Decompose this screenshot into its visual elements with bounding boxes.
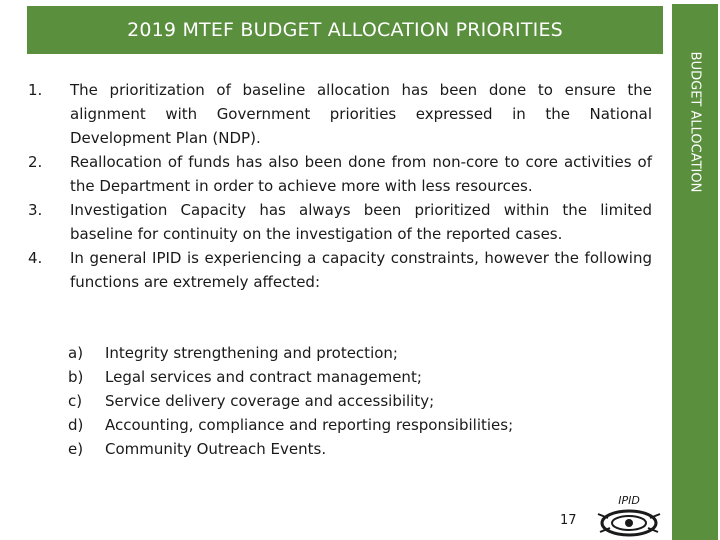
item-number: 4. [28,249,43,267]
title-bar [27,6,663,54]
item-letter: c) [68,392,83,410]
function-item [68,413,628,437]
side-bar [672,4,718,540]
item-text: Legal services and contract management; [105,368,422,386]
priority-item [28,246,652,294]
item-text: Investigation Capacity has always been prioritized within the limited baseline for continuity on the investigation of the reported cases. [70,201,652,243]
item-text: In general IPID is experiencing a capacity constraints, however the following functions are extremely affected: [70,249,652,291]
affected-functions-list [68,341,628,461]
item-text: Reallocation of funds has also been done from non-core to core activities of the Department in order to achieve more with less resources. [70,153,652,195]
side-label: BUDGET ALLOCATION [687,51,703,193]
item-text: The prioritization of baseline allocation has been done to ensure the alignment with Government priorities expressed in the National Development Plan (NDP). [70,81,652,147]
function-item [68,437,628,461]
item-letter: a) [68,344,84,362]
ipid-logo-icon [594,492,664,540]
priority-item [28,150,652,198]
item-number: 3. [28,201,43,219]
priority-item [28,198,652,246]
logo-text: IPID [618,494,640,507]
item-text: Integrity strengthening and protection; [105,344,398,362]
item-letter: b) [68,368,84,386]
item-number: 1. [28,81,43,99]
function-item [68,389,628,413]
function-item [68,341,628,365]
priority-item [28,78,652,150]
item-text: Accounting, compliance and reporting responsibilities; [105,416,514,434]
item-letter: d) [68,416,84,434]
item-text: Community Outreach Events. [105,440,327,458]
item-text: Service delivery coverage and accessibility; [105,392,435,410]
priorities-list [28,78,652,294]
slide-title: 2019 MTEF BUDGET ALLOCATION PRIORITIES [127,19,563,41]
page-number: 17 [560,513,577,528]
item-letter: e) [68,440,84,458]
item-number: 2. [28,153,43,171]
function-item [68,365,628,389]
